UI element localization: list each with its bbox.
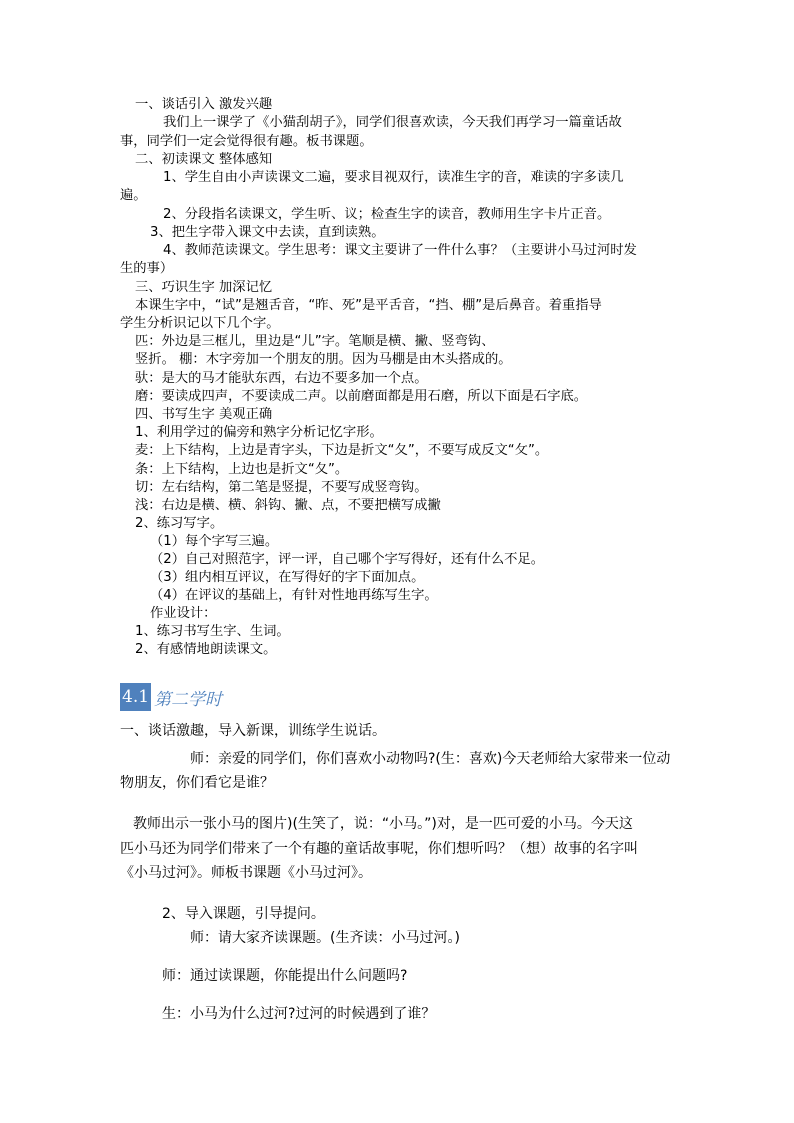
list-item: （4）在评议的基础上，有针对性地再练写生字。	[150, 588, 438, 603]
heading-characters: 三、巧识生字 加深记忆	[135, 280, 273, 295]
paragraph-line: 本课生字中，“试”是翘舌音，“昨、死”是平舌音，“挡、棚”是后鼻音。着重指导	[135, 298, 602, 313]
heading-intro: 一、谈话激趣，导入新课，训练学生说话。	[120, 723, 386, 739]
section-title: 第二学时	[154, 689, 223, 710]
paragraph-line: 磨：要读成四声，不要读成二声。以前磨面都是用石磨，所以下面是石字底。	[135, 389, 588, 404]
paragraph-line: 匹：外边是三框儿，里边是“儿”字。笔顺是横、撇、竖弯钩、	[135, 334, 495, 349]
list-item: （1）每个字写三遍。	[150, 534, 279, 549]
list-item: （3）组内相互评议，在写得好的字下面加点。	[150, 570, 425, 585]
paragraph-line: 1、利用学过的偏旁和熟字分析记忆字形。	[135, 425, 383, 440]
list-item: 1、练习书写生字、生词。	[135, 624, 290, 639]
paragraph-line: 匹小马还为同学们带来了一个有趣的童话故事呢，你们想听吗？（想）故事的名字叫	[120, 841, 638, 857]
paragraph-line: 师：亲爱的同学们，你们喜欢小动物吗?(生：喜欢)今天老师给大家带来一位动	[190, 751, 671, 767]
paragraph-line: 生的事）	[120, 261, 174, 276]
list-item: 2、有感情地朗读课文。	[135, 642, 277, 657]
paragraph-line: 师：通过读课题，你能提出什么问题吗?	[162, 968, 408, 984]
paragraph-line: 2、练习写字。	[135, 516, 224, 531]
paragraph-line: 《小马过河》。师板书课题《小马过河》。	[120, 865, 372, 881]
list-item: （2）自己对照范字，评一评，自己哪个字写得好，还有什么不足。	[150, 552, 545, 567]
paragraph-line: 教师出示一张小马的图片)(生笑了，说：“小马。”)对，是一匹可爱的小马。今天这	[133, 816, 633, 832]
homework-heading: 作业设计：	[150, 606, 217, 621]
section-heading	[120, 683, 222, 711]
paragraph-line: 4、教师范读课文。学生思考：课文主要讲了一件什么事？（主要讲小马过河时发	[163, 243, 637, 258]
paragraph-line: 切：左右结构，第二笔是竖提，不要写成竖弯钩。	[135, 480, 428, 495]
paragraph-line: 学生分析识记以下几个字。	[120, 316, 280, 331]
paragraph-line: 遍。	[120, 188, 147, 203]
heading-writing: 四、书写生字 美观正确	[135, 407, 273, 422]
paragraph-line: 驮：是大的马才能驮东西，右边不要多加一个点。	[135, 371, 428, 386]
paragraph-line: 物朋友，你们看它是谁？	[120, 775, 274, 791]
heading-first-reading: 二、初读课文 整体感知	[135, 152, 273, 167]
paragraph-line: 条：上下结构，上边也是折文“夂”。	[135, 462, 349, 477]
section-number: 4.1	[120, 683, 151, 711]
paragraph-line: 1、学生自由小声读课文二遍，要求目视双行，读准生字的音，难读的字多读几	[163, 170, 624, 185]
paragraph-line: 麦：上下结构，上边是青字头，下边是折文“夂”，不要写成反文“攵”。	[135, 443, 549, 458]
paragraph-line: 2、分段指名读课文，学生听、议；检查生字的读音，教师用生字卡片正音。	[163, 207, 611, 222]
heading-introduce-topic: 2、导入课题，引导提问。	[162, 906, 325, 922]
paragraph-line: 竖折。 棚：木字旁加一个朋友的朋。因为马棚是由木头搭成的。	[135, 352, 512, 367]
paragraph-line: 浅：右边是横、横、斜钩、撇、点，不要把横写成撇	[135, 498, 441, 513]
paragraph-line: 生：小马为什么过河?过河的时候遇到了谁？	[162, 1006, 436, 1022]
paragraph-line: 事，同学们一定会觉得很有趣。板书课题。	[120, 134, 373, 149]
paragraph-line: 3、把生字带入课文中去读，直到读熟。	[150, 225, 385, 240]
paragraph-line: 我们上一课学了《小猫刮胡子》，同学们很喜欢读，今天我们再学习一篇童话故	[163, 115, 622, 130]
paragraph-line: 师：请大家齐读课题。(生齐读：小马过河。)	[190, 930, 460, 946]
heading-intro: 一、谈话引入 激发兴趣	[135, 97, 273, 112]
